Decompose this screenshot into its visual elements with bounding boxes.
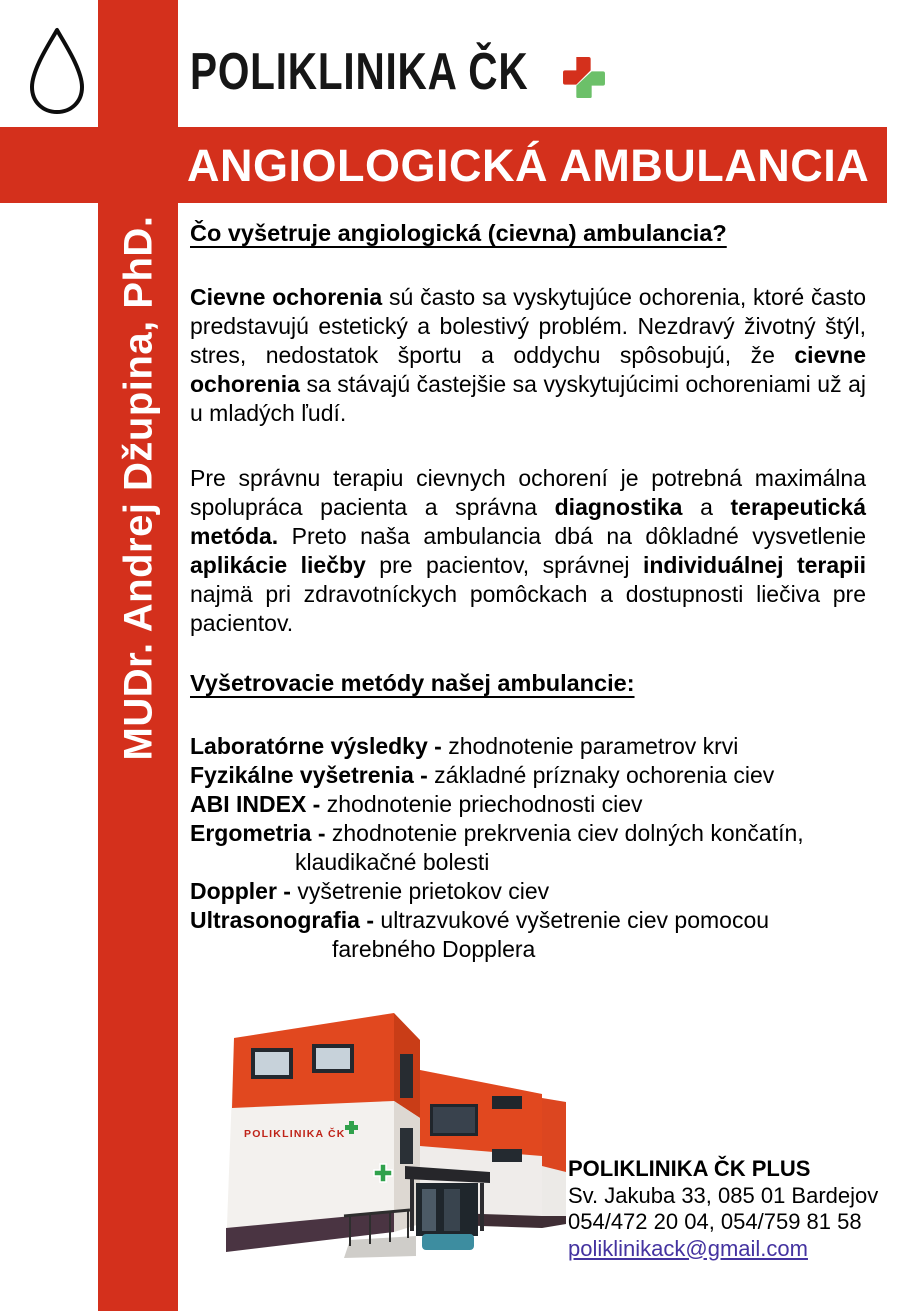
building-wall-sign-text: POLIKLINIKA ČK — [244, 1128, 346, 1140]
clinic-building-illustration — [224, 1006, 570, 1266]
method-label: Laboratórne výsledky - — [190, 733, 442, 759]
window-pane — [433, 1107, 475, 1133]
content-column — [190, 218, 866, 964]
text-segment: sú často sa vyskytujúce ochorenia, ktoré často predstavujú estetický a bolestivý problém. Nezdravý životný štýl, stres, nedostatok športu a oddychu spôsobujú, že — [190, 284, 866, 368]
text-segment: cievne ochorenia — [190, 342, 866, 397]
method-desc: zhodnotenie parametrov krvi — [441, 733, 739, 759]
method-label: Fyzikálne vyšetrenia - — [190, 762, 428, 788]
email-link[interactable]: poliklinikack@gmail.com — [568, 1235, 808, 1261]
text-segment: sa stávajú častejšie sa vyskytujúcimi ochoreniami už aj u mladých ľudí. — [190, 371, 866, 426]
question-heading: Čo vyšetruje angiologická (cievna) ambulancia? — [190, 220, 727, 246]
method-desc: zhodnotenie prekrvenia ciev dolných končatín, — [325, 820, 804, 846]
glass-reflection — [444, 1189, 460, 1231]
entrance-steps — [344, 1236, 416, 1258]
list-item — [190, 819, 866, 848]
method-desc: ultrazvukové vyšetrenie ciev pomocou — [374, 907, 770, 933]
paragraph-therapy — [190, 464, 866, 638]
text-segment: diagnostika — [554, 494, 683, 520]
text-segment: Preto naša ambulancia dbá na dôkladné vysvetlenie — [278, 523, 866, 549]
window — [492, 1096, 522, 1109]
contact-block — [568, 1156, 878, 1262]
paragraph-vascular-diseases — [190, 283, 866, 428]
canopy-post — [480, 1183, 484, 1231]
contact-name: POLIKLINIKA ČK PLUS — [568, 1156, 811, 1181]
list-item — [190, 761, 866, 790]
method-label: Ergometria - — [190, 820, 326, 846]
method-label: Doppler - — [190, 878, 291, 904]
text-segment: Pre správnu terapiu cievnych ochorení je potrebná maximálna spolupráca pacienta a správna — [190, 465, 866, 520]
window — [400, 1128, 413, 1164]
text-segment: pre pacientov, správnej — [365, 552, 643, 578]
list-item-continuation: farebného Dopplera — [332, 936, 536, 962]
teal-vehicle — [422, 1234, 474, 1250]
list-item-continuation: klaudikačné bolesti — [295, 849, 490, 875]
window — [400, 1054, 413, 1098]
window — [492, 1149, 522, 1162]
list-item — [190, 790, 866, 819]
droplet-icon — [26, 26, 88, 116]
methods-heading: Vyšetrovacie metódy našej ambulancie: — [190, 670, 635, 696]
contact-phones: 054/472 20 04, 054/759 81 58 — [568, 1209, 862, 1234]
clinic-logo-text: POLIKLINIKA ČK — [190, 43, 529, 101]
window-pane — [316, 1048, 350, 1069]
window-pane — [255, 1052, 289, 1075]
contact-address: Sv. Jakuba 33, 085 01 Bardejov — [568, 1182, 879, 1208]
text-segment: aplikácie liečby — [190, 552, 366, 578]
text-segment: terapeutická metóda. — [190, 494, 867, 549]
method-desc: zhodnotenie priechodnosti ciev — [320, 791, 643, 817]
logo-cross-icon — [562, 56, 606, 100]
text-segment: individuálnej terapii — [642, 552, 866, 578]
banner-title: ANGIOLOGICKÁ AMBULANCIA — [187, 140, 870, 191]
list-item — [190, 906, 866, 935]
method-desc: vyšetrenie prietokov ciev — [290, 878, 550, 904]
method-label: Ultrasonografia - — [190, 907, 375, 933]
canopy-post — [410, 1179, 414, 1231]
text-segment: najmä pri zdravotníckych pomôckach a dostupnosti liečiva pre pacientov. — [190, 581, 866, 636]
method-label: ABI INDEX - — [190, 791, 321, 817]
text-segment: a — [682, 494, 731, 520]
text-segment: Cievne ochorenia — [190, 284, 383, 310]
method-desc: základné príznaky ochorenia ciev — [427, 762, 775, 788]
doctor-name-vertical: MUDr. Andrej Džupina, PhD. — [116, 215, 161, 761]
building-far-right-red — [542, 1098, 566, 1172]
building-photo — [224, 1006, 570, 1266]
glass-reflection — [422, 1189, 436, 1231]
list-item — [190, 877, 866, 906]
methods-list — [190, 732, 866, 964]
list-item — [190, 732, 866, 761]
